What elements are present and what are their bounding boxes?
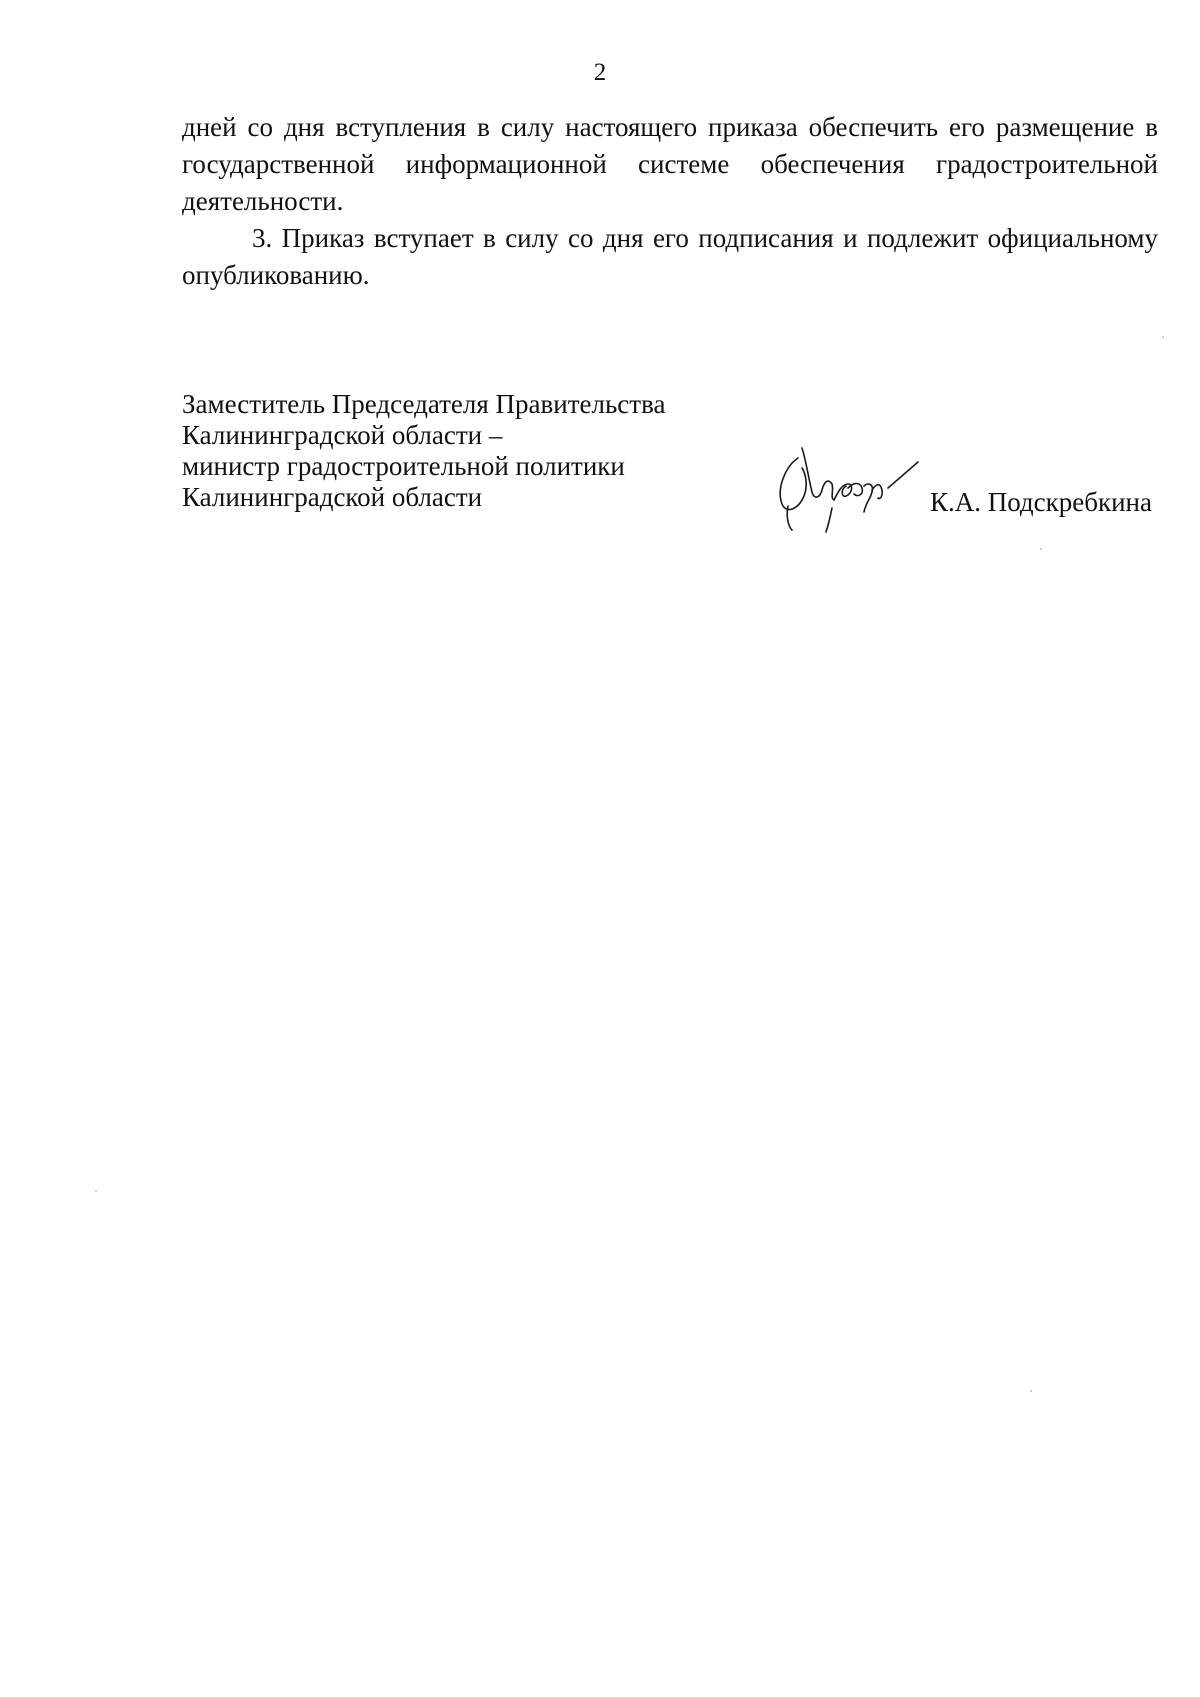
- document-body: [182, 109, 1158, 294]
- scan-speck: [95, 1190, 97, 1192]
- signatory-title-line: Калининградской области: [182, 482, 483, 512]
- paragraph-item-3: 3. Приказ вступает в силу со дня его подписания и подлежит официальному опубликованию.: [182, 223, 1158, 290]
- signatory-title-line: Калининградской области –: [182, 420, 503, 450]
- scan-speck: [1030, 1390, 1032, 1392]
- signatory-title: [182, 389, 665, 513]
- handwritten-signature: [768, 438, 928, 538]
- page-number: 2: [593, 59, 607, 86]
- paragraph-continuation: дней со дня вступления в силу настоящего приказа обеспечить его размещение в государственной информационной системе обеспечения градостроительной деятельности.: [182, 112, 1158, 216]
- signatory-title-line: Заместитель Председателя Правительства: [182, 389, 666, 419]
- scan-speck: [1040, 548, 1042, 550]
- scan-speck: [1162, 336, 1164, 338]
- signatory-title-line: министр градостроительной политики: [182, 451, 625, 481]
- signatory-name: К.А. Подскребкина: [929, 487, 1152, 517]
